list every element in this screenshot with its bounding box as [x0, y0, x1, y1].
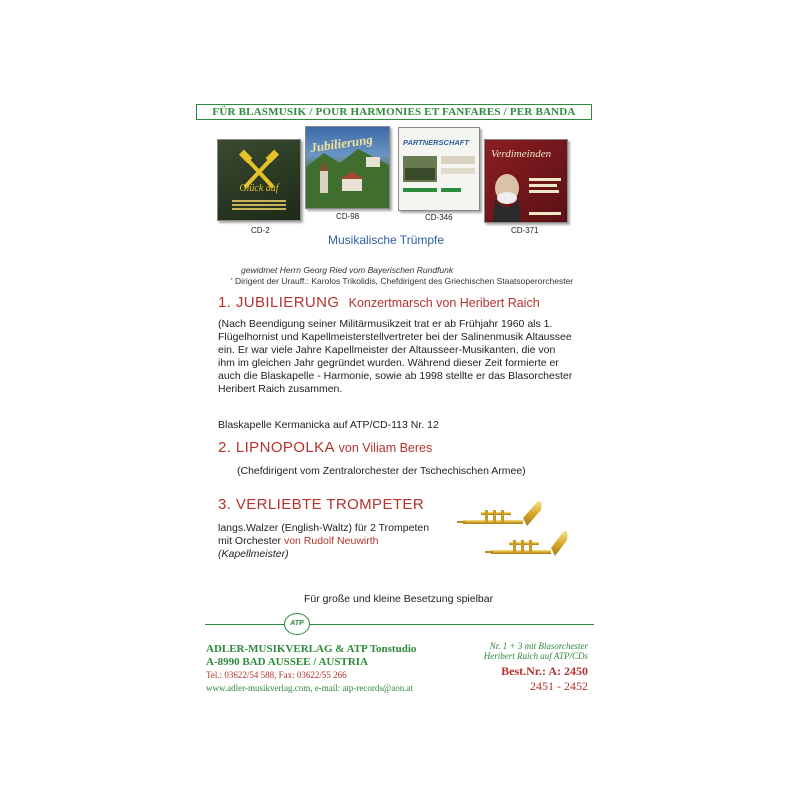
description-line: Flügelhornist und Kapellmeisterstellvertreter bei der Salinenmusik Altaussee — [218, 331, 572, 343]
piece-3-line-1: langs.Walzer (English-Waltz) für 2 Trompeten — [218, 522, 430, 534]
order-range: 2451 - 2452 — [530, 679, 588, 693]
publisher-name: ADLER-MUSIKVERLAG & ATP Tonstudio — [206, 643, 417, 655]
piece-2-note: (Chefdirigent vom Zentralorchester der Tschechischen Armee) — [237, 465, 526, 477]
section-subtitle: Musikalische Trümpfe — [328, 233, 445, 247]
atp-logo — [284, 613, 310, 635]
publisher-address: A-8990 BAD AUSSEE / AUSTRIA — [206, 656, 368, 668]
piece-3-description — [218, 522, 458, 561]
piece-1-description — [218, 318, 618, 396]
cd-cover-title: Glück auf — [239, 183, 279, 194]
header-title: FÜR BLASMUSIK / POUR HARMONIES ET FANFARES / PER BANDA — [196, 104, 592, 120]
piece-2-title: 2. LIPNOPOLKA — [218, 439, 335, 456]
piece-3-line-2 — [218, 535, 458, 548]
cd-caption: CD-346 — [425, 213, 453, 222]
cd-cover-title: PARTNERSCHAFT — [403, 138, 469, 147]
footer-divider-right — [309, 624, 594, 625]
playable-note: Für große und kleine Besetzung spielbar — [304, 593, 494, 605]
hammer-and-pick-icon — [218, 140, 300, 220]
cd-cover-title: Verdimeinden — [491, 148, 552, 160]
piece-3-line-3: (Kapellmeister) — [218, 548, 289, 560]
description-line: ein. Er war viele Jahre Kapellmeister der Altausseer-Musikanten, die von — [218, 344, 556, 356]
trumpets-illustration-icon — [455, 488, 575, 568]
footnote-mark: ' — [231, 276, 233, 286]
piece-1-subtitle: Konzertmarsch von Heribert Raich — [348, 296, 540, 310]
conductor-note — [231, 276, 573, 286]
piece-1-title: 1. JUBILIERUNG — [218, 294, 340, 311]
piece-2-heading — [218, 439, 432, 456]
trumpet-icon — [485, 531, 568, 556]
description-line: (Nach Beendigung seiner Militärmusikzeit trat er ab Frühjahr 1960 als 1. — [218, 318, 553, 330]
piece-3-line-2-prefix: mit Orchester — [218, 535, 284, 547]
description-line: Heribert Raich zusammen. — [218, 383, 343, 395]
cd-cover-98 — [305, 126, 390, 209]
publisher-phone: Tel.: 03622/54 588, Fax: 03622/55 266 — [206, 670, 347, 680]
cd-note-line-1: Nr. 1 + 3 mit Blasorchester — [489, 641, 588, 651]
trumpet-icon — [457, 501, 542, 526]
piece-3-composer: von Rudolf Neuwirth — [283, 535, 379, 547]
cd-note-line-2: Heribert Raich auf ATP/CDs — [483, 651, 588, 661]
cd-caption: CD-371 — [511, 226, 539, 235]
piece-2-subtitle: von Viliam Beres — [338, 441, 433, 455]
cd-cover-title: Jubilierung — [309, 131, 374, 156]
cd-cover-2 — [217, 139, 301, 221]
description-line: ihm im gleichen Jahr gegründet wurden. Während dieser Zeit formierte er — [218, 357, 559, 369]
cd-cover-371 — [484, 139, 568, 223]
description-line: auch die Blaskapelle - Harmonie, sowie ab 1998 stellte er das Blasorchester — [218, 370, 573, 382]
recording-note: Blaskapelle Kermanicka auf ATP/CD-113 Nr. 12 — [218, 419, 439, 431]
footer-divider-left — [205, 624, 285, 625]
piece-1-heading — [218, 294, 540, 311]
conductor-note-text: Dirigent der Urauff.: Karolos Trikolidis, Chefdirigent des Griechischen Staatsoperorchester — [235, 276, 574, 286]
atp-logo-text: ATP — [290, 620, 304, 627]
dedication: gewidmet Herrn Georg Ried vom Bayerischen Rundfunk — [241, 265, 454, 275]
cd-cover-346 — [398, 127, 480, 211]
publisher-web: www.adler-musikverlag.com, e-mail: atp-records@aon.at — [206, 683, 413, 693]
order-number: Best.Nr.: A: 2450 — [501, 664, 588, 678]
cd-caption: CD-2 — [251, 226, 270, 235]
piece-3-title: 3. VERLIEBTE TROMPETER — [218, 496, 425, 513]
cd-caption: CD-98 — [336, 212, 360, 221]
